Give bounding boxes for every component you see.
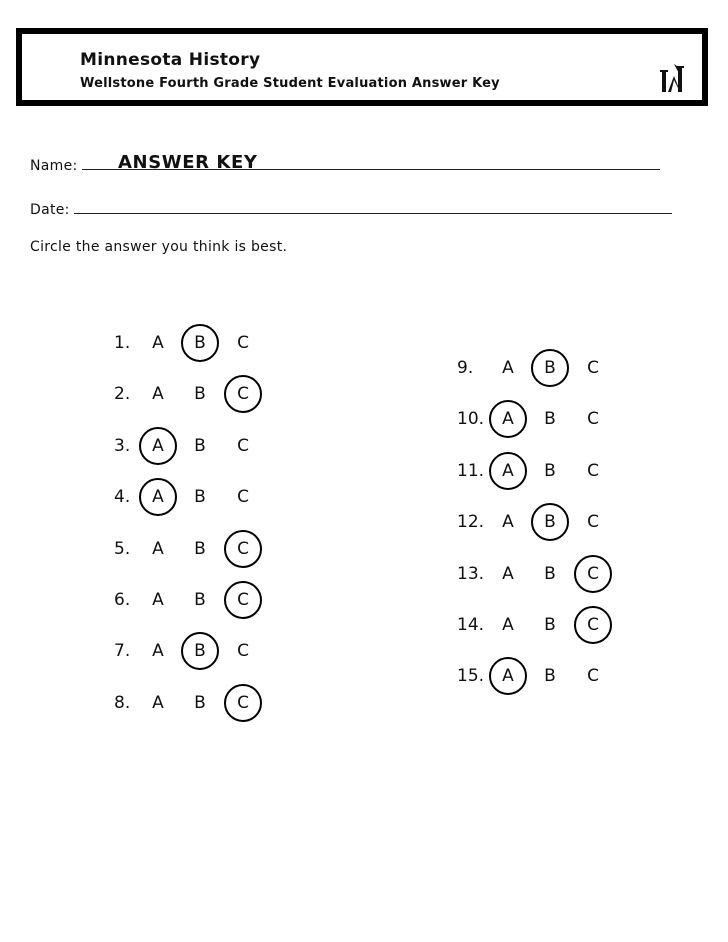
answer-option-c: C [587, 666, 599, 687]
answer-option-c: C [587, 615, 599, 635]
date-label: Date: [30, 202, 70, 218]
answer-option-a: A [502, 358, 514, 378]
answer-option-b: B [544, 460, 556, 481]
answer-option-b: B [544, 563, 556, 584]
answer-option-c: C [237, 435, 249, 456]
question-number: 4. [114, 487, 131, 508]
name-label: Name: [30, 158, 78, 174]
answer-circle [224, 581, 262, 619]
answer-circle [574, 555, 612, 593]
answer-circle [181, 324, 219, 362]
question-number: 9. [457, 358, 474, 378]
answer-circle [531, 503, 569, 541]
question-number: 13. [457, 563, 485, 584]
answer-option-b: B [194, 384, 206, 405]
question-number: 3. [114, 435, 131, 456]
answer-option-a: A [152, 384, 164, 405]
answer-circle [531, 349, 569, 387]
answer-circle [489, 400, 527, 438]
question-number: 15. [457, 666, 485, 687]
page-subtitle: Wellstone Fourth Grade Student Evaluation Answer Key [80, 76, 500, 91]
answer-option-b: B [544, 358, 556, 378]
answer-option-b: B [194, 487, 206, 508]
answer-option-c: C [237, 692, 249, 713]
answer-option-b: B [544, 409, 556, 430]
page-title: Minnesota History [80, 50, 261, 70]
answer-circle [574, 606, 612, 644]
answer-option-a: A [152, 692, 164, 713]
answer-option-a: A [152, 435, 164, 456]
date-field [30, 201, 672, 218]
answer-option-c: C [237, 641, 249, 662]
answer-circle [489, 657, 527, 695]
answer-option-a: A [502, 409, 514, 430]
answer-option-c: C [587, 512, 599, 533]
answer-option-b: B [544, 512, 556, 533]
name-underline-right [260, 157, 660, 170]
logo-icon [658, 62, 690, 94]
header-box [16, 28, 708, 106]
answer-circle [224, 684, 262, 722]
answer-option-a: A [152, 590, 164, 610]
answer-option-a: A [152, 538, 164, 559]
answer-option-a: A [152, 333, 164, 353]
question-number: 1. [114, 333, 131, 353]
name-value: ANSWER KEY [118, 152, 258, 173]
question-number: 8. [114, 692, 131, 713]
answer-option-a: A [502, 563, 514, 584]
answer-option-a: A [152, 487, 164, 508]
answer-option-b: B [544, 666, 556, 687]
question-number: 6. [114, 590, 131, 610]
answer-option-c: C [237, 333, 249, 353]
answer-option-a: A [502, 615, 514, 635]
question-number: 11. [457, 460, 485, 481]
answer-option-c: C [237, 538, 249, 559]
answer-option-a: A [502, 460, 514, 481]
answer-option-a: A [502, 666, 514, 687]
answer-option-b: B [194, 333, 206, 353]
answer-option-c: C [587, 460, 599, 481]
answer-circle [489, 452, 527, 490]
question-number: 5. [114, 538, 131, 559]
answer-option-c: C [587, 358, 599, 378]
answer-option-a: A [152, 641, 164, 662]
question-number: 10. [457, 409, 485, 430]
question-number: 7. [114, 641, 131, 662]
question-number: 12. [457, 512, 485, 533]
name-underline-left [82, 157, 110, 170]
answer-option-b: B [194, 692, 206, 713]
answer-option-c: C [587, 409, 599, 430]
answer-circle [224, 530, 262, 568]
answer-option-c: C [587, 563, 599, 584]
answer-circle [139, 478, 177, 516]
answer-option-c: C [237, 590, 249, 610]
answer-option-b: B [194, 435, 206, 456]
answer-circle [224, 375, 262, 413]
answer-option-b: B [544, 615, 556, 635]
answer-option-b: B [194, 538, 206, 559]
answer-circle [139, 427, 177, 465]
answer-option-a: A [502, 512, 514, 533]
answer-option-c: C [237, 384, 249, 405]
answer-option-b: B [194, 590, 206, 610]
answer-option-b: B [194, 641, 206, 662]
answer-circle [181, 632, 219, 670]
instructions: Circle the answer you think is best. [30, 239, 288, 255]
answer-option-c: C [237, 487, 249, 508]
question-number: 2. [114, 384, 131, 405]
question-number: 14. [457, 615, 485, 635]
date-underline [74, 201, 672, 214]
